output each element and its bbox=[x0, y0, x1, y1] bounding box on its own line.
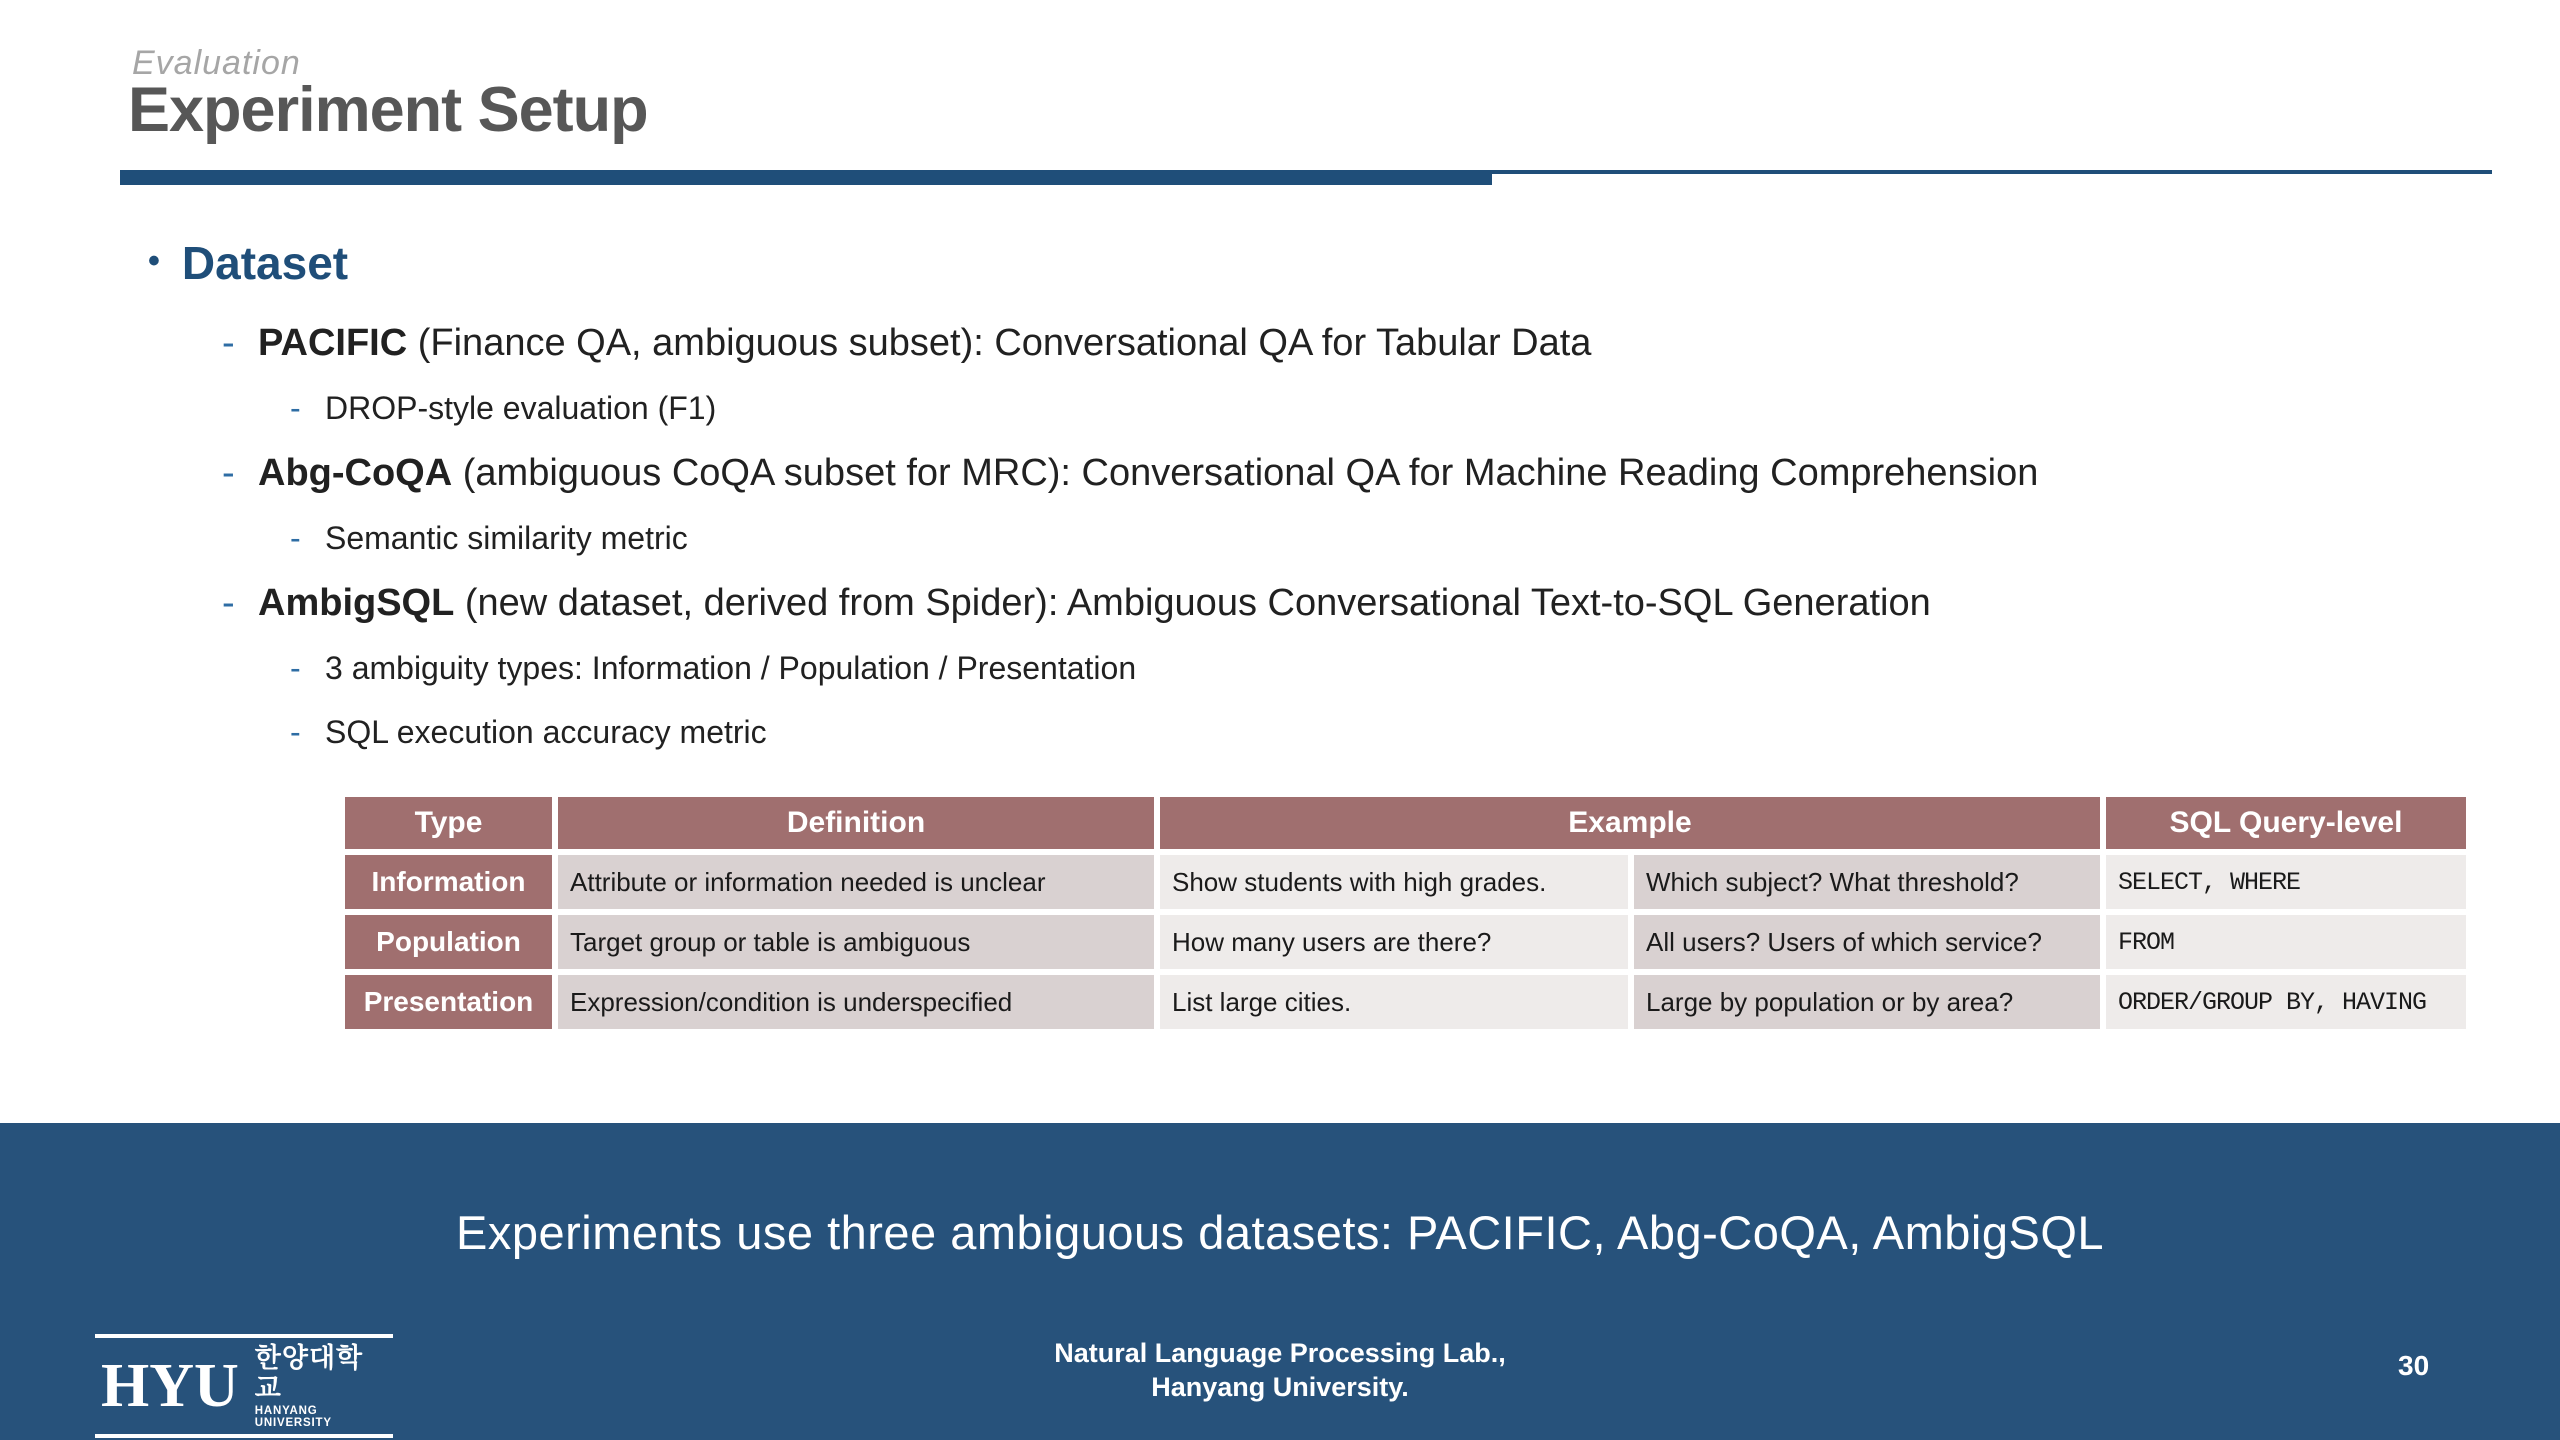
bullet-dot-icon: • bbox=[148, 241, 160, 280]
table-cell-definition: Target group or table is ambiguous bbox=[558, 915, 1154, 969]
table-header-sql-level: SQL Query-level bbox=[2106, 797, 2466, 849]
lab-credit bbox=[1054, 1336, 1506, 1404]
dash-bullet-icon: - bbox=[290, 389, 301, 426]
table-cell-definition: Expression/condition is underspecified bbox=[558, 975, 1154, 1029]
list-item-text: Semantic similarity metric bbox=[325, 519, 688, 556]
table-cell-sql-level: ORDER/GROUP BY, HAVING bbox=[2106, 975, 2466, 1029]
section-kicker: Evaluation bbox=[132, 44, 301, 82]
list-item bbox=[0, 310, 2560, 376]
hyu-logo bbox=[95, 1334, 393, 1438]
table-cell-sql-level: FROM bbox=[2106, 915, 2466, 969]
takeaway-headline: Experiments use three ambiguous datasets: PACIFIC, Abg-CoQA, AmbigSQL bbox=[455, 1206, 2105, 1259]
table-cell-sql-level: SELECT, WHERE bbox=[2106, 855, 2466, 909]
table-header-type: Type bbox=[345, 797, 552, 849]
table-cell-example-utterance: List large cities. bbox=[1160, 975, 1628, 1029]
table-cell-example-utterance: How many users are there? bbox=[1160, 915, 1628, 969]
list-item bbox=[0, 440, 2560, 506]
table-cell-definition: Attribute or information needed is unclear bbox=[558, 855, 1154, 909]
table-cell-example-clarification: Which subject? What threshold? bbox=[1634, 855, 2100, 909]
dataset-bullet-list bbox=[0, 310, 2560, 764]
list-item-text: AmbigSQL (new dataset, derived from Spider): Ambiguous Conversational Text-to-SQL Generation bbox=[258, 581, 1931, 624]
dataset-name: PACIFIC bbox=[258, 321, 408, 364]
list-item-text: SQL execution accuracy metric bbox=[325, 713, 767, 750]
hyu-logo-abbr: HYU bbox=[101, 1352, 239, 1420]
ambiguity-types-table bbox=[345, 797, 2466, 1029]
table-cell-example-clarification: All users? Users of which service? bbox=[1634, 915, 2100, 969]
dash-bullet-icon: - bbox=[290, 649, 301, 686]
lab-credit-line2: Hanyang University. bbox=[1151, 1372, 1409, 1402]
list-item bbox=[0, 376, 2560, 440]
list-item bbox=[0, 700, 2560, 764]
page-number: 30 bbox=[2398, 1350, 2430, 1381]
title-underline-thick bbox=[120, 170, 1492, 185]
table-row-type: Population bbox=[345, 915, 552, 969]
dataset-name: AmbigSQL bbox=[258, 581, 455, 624]
dataset-name: Abg-CoQA bbox=[258, 451, 453, 494]
dash-bullet-icon: - bbox=[290, 519, 301, 556]
list-item-text: DROP-style evaluation (F1) bbox=[325, 389, 717, 426]
dash-bullet-icon: - bbox=[222, 321, 235, 364]
list-item bbox=[0, 506, 2560, 570]
list-item-text: Abg-CoQA (ambiguous CoQA subset for MRC): Conversational QA for Machine Reading Comprehension bbox=[258, 451, 2039, 494]
list-item bbox=[0, 570, 2560, 636]
list-item-text: 3 ambiguity types: Information / Population / Presentation bbox=[325, 649, 1137, 686]
dash-bullet-icon: - bbox=[290, 713, 301, 750]
table-header-definition: Definition bbox=[558, 797, 1154, 849]
lab-credit-line1: Natural Language Processing Lab., bbox=[1054, 1338, 1506, 1368]
table-header-example: Example bbox=[1160, 797, 2100, 849]
table-row-type: Presentation bbox=[345, 975, 552, 1029]
table-cell-example-utterance: Show students with high grades. bbox=[1160, 855, 1628, 909]
dataset-heading bbox=[148, 236, 348, 290]
list-item-text: PACIFIC (Finance QA, ambiguous subset): Conversational QA for Tabular Data bbox=[258, 321, 1592, 364]
table-cell-example-clarification: Large by population or by area? bbox=[1634, 975, 2100, 1029]
hyu-logo-korean: 한양대학교 bbox=[254, 1343, 364, 1403]
dataset-heading-label: Dataset bbox=[181, 237, 349, 289]
hyu-logo-names bbox=[255, 1343, 387, 1429]
dash-bullet-icon: - bbox=[222, 581, 235, 624]
hyu-logo-english: HANYANG UNIVERSITY bbox=[254, 1405, 332, 1429]
dash-bullet-icon: - bbox=[222, 451, 235, 494]
page-title: Experiment Setup bbox=[128, 75, 648, 145]
list-item bbox=[0, 636, 2560, 700]
title-underline-thin bbox=[1492, 170, 2492, 174]
table-row-type: Information bbox=[345, 855, 552, 909]
